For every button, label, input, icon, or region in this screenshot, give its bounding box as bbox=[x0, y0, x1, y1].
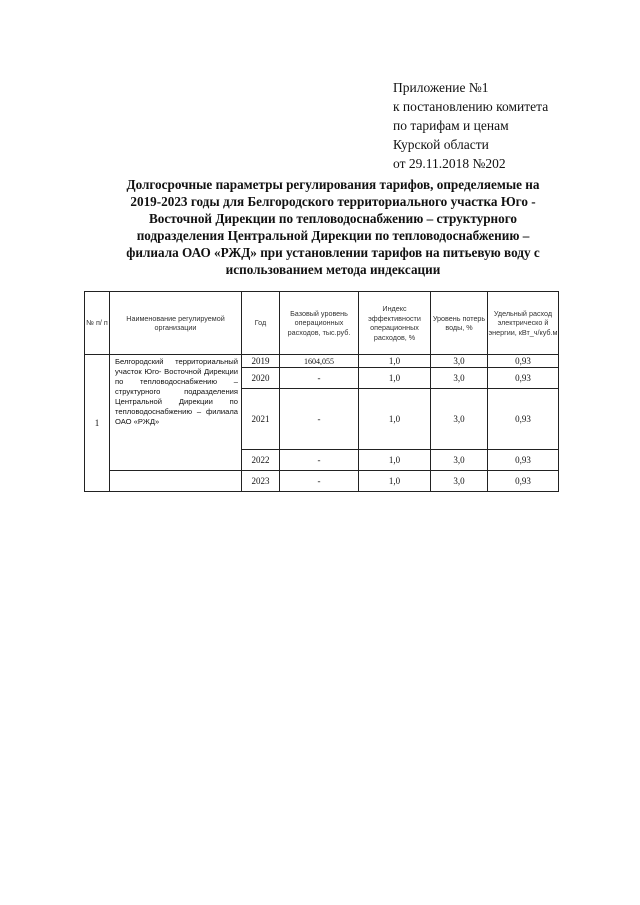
header-organization: Наименование регулируемой организации bbox=[110, 292, 242, 355]
appendix-line: от 29.11.2018 №202 bbox=[393, 156, 506, 171]
parameters-table bbox=[84, 291, 559, 492]
table-row bbox=[85, 471, 559, 492]
title-line: Восточной Дирекции по тепловодоснабжению – структурного bbox=[149, 211, 517, 226]
row-number-cell: 1 bbox=[85, 355, 110, 492]
appendix-line: по тарифам и ценам bbox=[393, 118, 509, 133]
appendix-line: Приложение №1 bbox=[393, 80, 489, 95]
title-line: 2019-2023 годы для Белгородского территориального участка Юго - bbox=[130, 194, 536, 209]
loss-cell: 3,0 bbox=[431, 389, 488, 450]
appendix-line: Курской области bbox=[393, 137, 489, 152]
year-cell: 2019 bbox=[242, 355, 280, 368]
title-line: Долгосрочные параметры регулирования тарифов, определяемые на bbox=[126, 177, 540, 192]
appendix-line: к постановлению комитета bbox=[393, 99, 549, 114]
index-cell: 1,0 bbox=[359, 450, 431, 471]
document-title bbox=[78, 176, 588, 278]
header-energy-consumption: Удельный расход электрическо й энергии, кВт_ч/куб.м bbox=[488, 292, 559, 355]
header-base-costs: Базовый уровень операционных расходов, тыс.руб. bbox=[280, 292, 359, 355]
base-cost-cell: - bbox=[280, 471, 359, 492]
index-cell: 1,0 bbox=[359, 389, 431, 450]
base-cost-cell: - bbox=[280, 450, 359, 471]
energy-cell: 0,93 bbox=[488, 368, 559, 389]
loss-cell: 3,0 bbox=[431, 368, 488, 389]
base-cost-cell: 1604,055 bbox=[280, 355, 359, 368]
header-efficiency-index: Индекс эффективности операционных расходов, % bbox=[359, 292, 431, 355]
title-line: филиала ОАО «РЖД» при установлении тарифов на питьевую воду с bbox=[126, 245, 540, 260]
table-header-row bbox=[85, 292, 559, 355]
header-water-loss: Уровень потерь воды, % bbox=[431, 292, 488, 355]
loss-cell: 3,0 bbox=[431, 355, 488, 368]
header-number: № п/ п bbox=[85, 292, 110, 355]
empty-organization-cell bbox=[110, 471, 242, 492]
index-cell: 1,0 bbox=[359, 471, 431, 492]
energy-cell: 0,93 bbox=[488, 450, 559, 471]
base-cost-cell: - bbox=[280, 389, 359, 450]
energy-cell: 0,93 bbox=[488, 389, 559, 450]
loss-cell: 3,0 bbox=[431, 471, 488, 492]
title-line: использованием метода индексации bbox=[225, 262, 441, 277]
loss-cell: 3,0 bbox=[431, 450, 488, 471]
appendix-block bbox=[393, 78, 548, 173]
year-cell: 2022 bbox=[242, 450, 280, 471]
title-line: подразделения Центральной Дирекции по тепловодоснабжению – bbox=[136, 228, 530, 243]
header-year: Год bbox=[242, 292, 280, 355]
index-cell: 1,0 bbox=[359, 368, 431, 389]
energy-cell: 0,93 bbox=[488, 355, 559, 368]
year-cell: 2020 bbox=[242, 368, 280, 389]
energy-cell: 0,93 bbox=[488, 471, 559, 492]
year-cell: 2021 bbox=[242, 389, 280, 450]
index-cell: 1,0 bbox=[359, 355, 431, 368]
year-cell: 2023 bbox=[242, 471, 280, 492]
table-row bbox=[85, 355, 559, 368]
organization-cell: Белгородский территориальный участок Юго- Восточной Дирекции по тепловодоснабжению – структурного подразделения Центральной Дирекции по тепловодоснабжению – филиала ОАО «РЖД» bbox=[110, 355, 242, 471]
base-cost-cell: - bbox=[280, 368, 359, 389]
